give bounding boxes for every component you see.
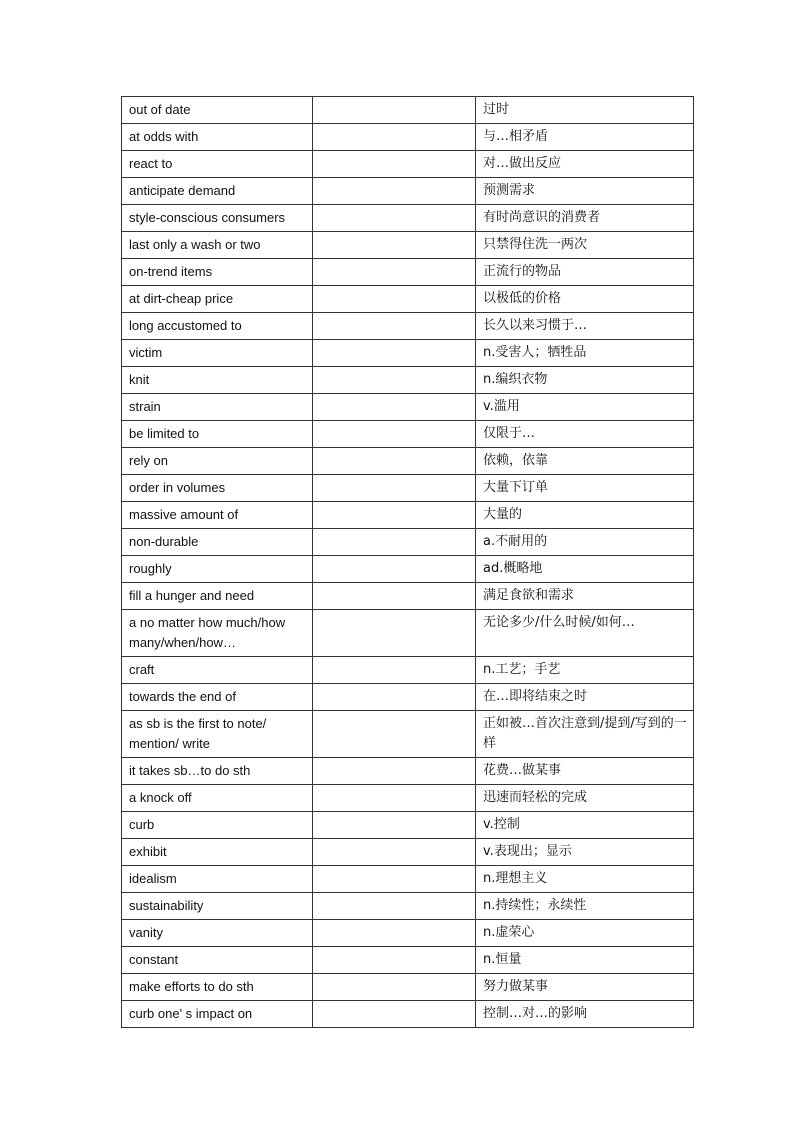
table-row bbox=[122, 610, 694, 657]
english-term-cell: style-conscious consumers bbox=[122, 205, 313, 232]
english-term-cell: anticipate demand bbox=[122, 178, 313, 205]
blank-cell bbox=[313, 758, 476, 785]
chinese-meaning-cell: 花费…做某事 bbox=[476, 758, 694, 785]
blank-cell bbox=[313, 232, 476, 259]
chinese-meaning-cell: n.持续性；永续性 bbox=[476, 893, 694, 920]
english-term-cell: react to bbox=[122, 151, 313, 178]
english-term-cell: at dirt-cheap price bbox=[122, 286, 313, 313]
english-term-cell: on-trend items bbox=[122, 259, 313, 286]
chinese-meaning-cell: 迅速而轻松的完成 bbox=[476, 785, 694, 812]
blank-cell bbox=[313, 947, 476, 974]
chinese-meaning-cell: v.控制 bbox=[476, 812, 694, 839]
english-term-cell: as sb is the first to note/ mention/ write bbox=[122, 711, 313, 758]
english-term-cell: craft bbox=[122, 657, 313, 684]
chinese-meaning-cell: 以极低的价格 bbox=[476, 286, 694, 313]
blank-cell bbox=[313, 1001, 476, 1028]
english-term-cell: vanity bbox=[122, 920, 313, 947]
chinese-meaning-cell: n.编织衣物 bbox=[476, 367, 694, 394]
english-term-cell: constant bbox=[122, 947, 313, 974]
table-row bbox=[122, 758, 694, 785]
table-row bbox=[122, 421, 694, 448]
table-row bbox=[122, 529, 694, 556]
chinese-meaning-cell: n.工艺；手艺 bbox=[476, 657, 694, 684]
table-row bbox=[122, 583, 694, 610]
blank-cell bbox=[313, 711, 476, 758]
english-term-cell: non-durable bbox=[122, 529, 313, 556]
chinese-meaning-cell: v.滥用 bbox=[476, 394, 694, 421]
blank-cell bbox=[313, 583, 476, 610]
english-term-cell: knit bbox=[122, 367, 313, 394]
table-row bbox=[122, 502, 694, 529]
vocabulary-table bbox=[121, 96, 694, 1028]
english-term-cell: be limited to bbox=[122, 421, 313, 448]
chinese-meaning-cell: 与…相矛盾 bbox=[476, 124, 694, 151]
blank-cell bbox=[313, 866, 476, 893]
blank-cell bbox=[313, 475, 476, 502]
chinese-meaning-cell: 满足食欲和需求 bbox=[476, 583, 694, 610]
table-row bbox=[122, 97, 694, 124]
table-row bbox=[122, 893, 694, 920]
english-term-cell: curb bbox=[122, 812, 313, 839]
chinese-meaning-cell: n.受害人；牺牲品 bbox=[476, 340, 694, 367]
table-row bbox=[122, 684, 694, 711]
english-term-cell: curb one' s impact on bbox=[122, 1001, 313, 1028]
table-row bbox=[122, 124, 694, 151]
table-row bbox=[122, 920, 694, 947]
table-row bbox=[122, 475, 694, 502]
english-term-cell: fill a hunger and need bbox=[122, 583, 313, 610]
blank-cell bbox=[313, 893, 476, 920]
chinese-meaning-cell: 仅限于… bbox=[476, 421, 694, 448]
chinese-meaning-cell: 在…即将结束之时 bbox=[476, 684, 694, 711]
blank-cell bbox=[313, 839, 476, 866]
english-term-cell: massive amount of bbox=[122, 502, 313, 529]
blank-cell bbox=[313, 124, 476, 151]
chinese-meaning-cell: 大量的 bbox=[476, 502, 694, 529]
blank-cell bbox=[313, 259, 476, 286]
english-term-cell: roughly bbox=[122, 556, 313, 583]
english-term-cell: victim bbox=[122, 340, 313, 367]
blank-cell bbox=[313, 97, 476, 124]
chinese-meaning-cell: v.表现出；显示 bbox=[476, 839, 694, 866]
chinese-meaning-cell: 过时 bbox=[476, 97, 694, 124]
blank-cell bbox=[313, 205, 476, 232]
blank-cell bbox=[313, 657, 476, 684]
english-term-cell: sustainability bbox=[122, 893, 313, 920]
chinese-meaning-cell: a.不耐用的 bbox=[476, 529, 694, 556]
chinese-meaning-cell: 无论多少/什么时候/如何… bbox=[476, 610, 694, 657]
blank-cell bbox=[313, 178, 476, 205]
blank-cell bbox=[313, 974, 476, 1001]
english-term-cell: exhibit bbox=[122, 839, 313, 866]
table-row bbox=[122, 839, 694, 866]
table-row bbox=[122, 394, 694, 421]
table-row bbox=[122, 711, 694, 758]
english-term-cell: strain bbox=[122, 394, 313, 421]
table-row bbox=[122, 974, 694, 1001]
blank-cell bbox=[313, 920, 476, 947]
blank-cell bbox=[313, 684, 476, 711]
chinese-meaning-cell: n.理想主义 bbox=[476, 866, 694, 893]
english-term-cell: idealism bbox=[122, 866, 313, 893]
table-row bbox=[122, 785, 694, 812]
english-term-cell: long accustomed to bbox=[122, 313, 313, 340]
table-row bbox=[122, 556, 694, 583]
table-row bbox=[122, 1001, 694, 1028]
english-term-cell: rely on bbox=[122, 448, 313, 475]
blank-cell bbox=[313, 610, 476, 657]
table-row bbox=[122, 866, 694, 893]
english-term-cell: at odds with bbox=[122, 124, 313, 151]
chinese-meaning-cell: 对…做出反应 bbox=[476, 151, 694, 178]
chinese-meaning-cell: ad.概略地 bbox=[476, 556, 694, 583]
table-row bbox=[122, 178, 694, 205]
english-term-cell: a knock off bbox=[122, 785, 313, 812]
table-row bbox=[122, 151, 694, 178]
english-term-cell: out of date bbox=[122, 97, 313, 124]
table-row bbox=[122, 232, 694, 259]
english-term-cell: last only a wash or two bbox=[122, 232, 313, 259]
blank-cell bbox=[313, 812, 476, 839]
table-row bbox=[122, 205, 694, 232]
blank-cell bbox=[313, 151, 476, 178]
blank-cell bbox=[313, 502, 476, 529]
chinese-meaning-cell: 长久以来习惯于… bbox=[476, 313, 694, 340]
chinese-meaning-cell: 正如被…首次注意到/提到/写到的一样 bbox=[476, 711, 694, 758]
chinese-meaning-cell: 努力做某事 bbox=[476, 974, 694, 1001]
blank-cell bbox=[313, 286, 476, 313]
blank-cell bbox=[313, 394, 476, 421]
chinese-meaning-cell: 正流行的物品 bbox=[476, 259, 694, 286]
blank-cell bbox=[313, 340, 476, 367]
english-term-cell: it takes sb…to do sth bbox=[122, 758, 313, 785]
english-term-cell: order in volumes bbox=[122, 475, 313, 502]
vocabulary-table-body bbox=[122, 97, 694, 1028]
blank-cell bbox=[313, 529, 476, 556]
table-row bbox=[122, 286, 694, 313]
table-row bbox=[122, 259, 694, 286]
chinese-meaning-cell: 预测需求 bbox=[476, 178, 694, 205]
chinese-meaning-cell: 有时尚意识的消费者 bbox=[476, 205, 694, 232]
english-term-cell: make efforts to do sth bbox=[122, 974, 313, 1001]
english-term-cell: a no matter how much/how many/when/how… bbox=[122, 610, 313, 657]
table-row bbox=[122, 367, 694, 394]
table-row bbox=[122, 313, 694, 340]
table-row bbox=[122, 812, 694, 839]
blank-cell bbox=[313, 785, 476, 812]
table-row bbox=[122, 448, 694, 475]
table-row bbox=[122, 947, 694, 974]
blank-cell bbox=[313, 448, 476, 475]
chinese-meaning-cell: n.恒量 bbox=[476, 947, 694, 974]
table-row bbox=[122, 657, 694, 684]
blank-cell bbox=[313, 421, 476, 448]
english-term-cell: towards the end of bbox=[122, 684, 313, 711]
chinese-meaning-cell: 大量下订单 bbox=[476, 475, 694, 502]
chinese-meaning-cell: 依赖，依靠 bbox=[476, 448, 694, 475]
blank-cell bbox=[313, 313, 476, 340]
chinese-meaning-cell: n.虚荣心 bbox=[476, 920, 694, 947]
blank-cell bbox=[313, 367, 476, 394]
blank-cell bbox=[313, 556, 476, 583]
chinese-meaning-cell: 只禁得住洗一两次 bbox=[476, 232, 694, 259]
chinese-meaning-cell: 控制…对…的影响 bbox=[476, 1001, 694, 1028]
table-row bbox=[122, 340, 694, 367]
